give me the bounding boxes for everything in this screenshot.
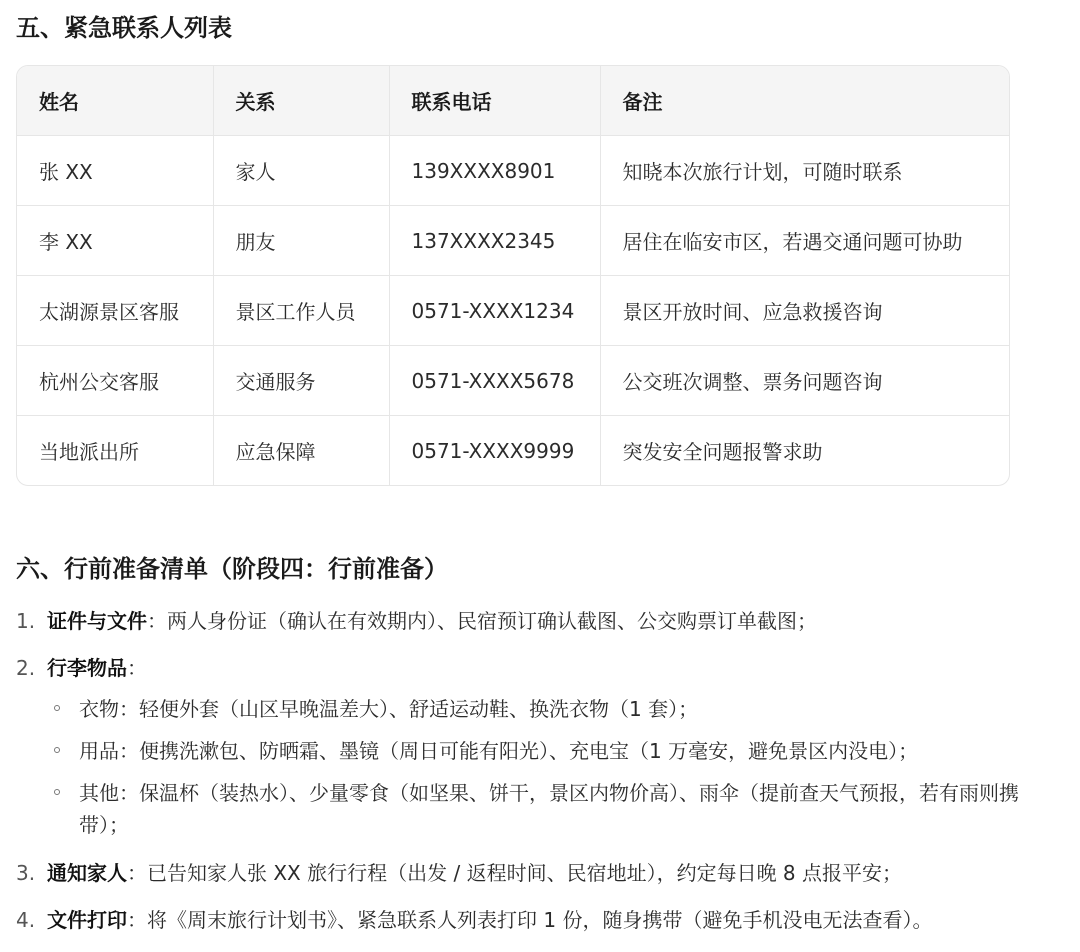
list-item-number: 2.	[16, 656, 36, 680]
list-item-label: 文件打印	[47, 908, 127, 932]
contacts-table	[17, 66, 1009, 485]
cell-phone: 0571-XXXX9999	[389, 416, 600, 486]
table-row	[17, 416, 1009, 486]
list-item-label: 通知家人	[47, 861, 127, 885]
table-row	[17, 276, 1009, 346]
hollow-bullet-icon	[54, 705, 60, 711]
cell-note: 景区开放时间、应急救援咨询	[600, 276, 1009, 346]
sub-list-item	[47, 777, 1066, 841]
prep-section-title: 六、行前准备清单（阶段四：行前准备）	[16, 555, 448, 583]
cell-relation: 应急保障	[213, 416, 389, 486]
cell-note: 突发安全问题报警求助	[622, 440, 823, 464]
list-item-text: ：已告知家人张 XX 旅行行程（出发 / 返程时间、民宿地址），约定每日晚 8 点报平安；	[127, 861, 903, 885]
list-item	[16, 606, 1066, 636]
cell-relation: 景区工作人员	[213, 276, 389, 346]
hollow-bullet-icon	[54, 747, 60, 753]
cell-relation: 交通服务	[213, 346, 389, 416]
sub-list-item	[47, 693, 1066, 725]
hollow-bullet-icon	[54, 789, 60, 795]
cell-name: 李 XX	[17, 206, 213, 276]
cell-name: 张 XX	[17, 136, 213, 206]
column-header-phone: 联系电话	[389, 66, 600, 136]
table-row	[17, 206, 1009, 276]
cell-relation: 朋友	[213, 206, 389, 276]
table-row	[17, 346, 1009, 416]
list-item-number: 4.	[16, 908, 36, 932]
cell-name: 当地派出所	[17, 416, 213, 486]
cell-phone: 0571-XXXX5678	[389, 346, 600, 416]
list-item-text: ：将《周末旅行计划书》、紧急联系人列表打印 1 份，随身携带（避免手机没电无法查看）。	[127, 908, 933, 932]
prep-checklist	[16, 606, 1066, 952]
cell-phone: 137XXXX2345	[389, 206, 600, 276]
contacts-table-container	[16, 65, 1010, 486]
list-item-label: 行李物品	[47, 656, 127, 680]
list-item-number: 1.	[16, 609, 36, 633]
table-header-row	[17, 66, 1009, 136]
column-header-relation: 关系	[213, 66, 389, 136]
list-item	[16, 653, 1066, 841]
list-item	[16, 905, 1066, 935]
cell-name: 太湖源景区客服	[17, 276, 213, 346]
contacts-section-title: 五、紧急联系人列表	[16, 14, 232, 42]
cell-phone: 139XXXX8901	[389, 136, 600, 206]
column-header-name: 姓名	[17, 66, 213, 136]
cell-relation: 家人	[213, 136, 389, 206]
sub-list-item-text: 衣物：轻便外套（山区早晚温差大）、舒适运动鞋、换洗衣物（1 套）；	[79, 697, 699, 721]
cell-note: 知晓本次旅行计划，可随时联系	[600, 136, 1009, 206]
sub-list-item-text: 用品：便携洗漱包、防晒霜、墨镜（周日可能有阳光）、充电宝（1 万毫安，避免景区内没电）；	[79, 739, 919, 763]
sub-list-item-text: 其他：保温杯（装热水）、少量零食（如坚果、饼干，景区内物价高）、雨伞（提前查天气预报，若有雨则携带）；	[79, 781, 1019, 837]
table-row	[17, 136, 1009, 206]
list-item	[16, 858, 1066, 888]
sub-list-item	[47, 735, 1066, 767]
cell-name: 杭州公交客服	[17, 346, 213, 416]
column-header-note: 备注	[600, 66, 1009, 136]
list-item-number: 3.	[16, 861, 36, 885]
cell-note: 居住在临安市区，若遇交通问题可协助	[600, 206, 1009, 276]
sub-list	[47, 693, 1066, 841]
list-item-label: 证件与文件	[47, 609, 147, 633]
cell-phone: 0571-XXXX1234	[389, 276, 600, 346]
list-item-text: ：	[127, 656, 147, 680]
list-item-text: ：两人身份证（确认在有效期内）、民宿预订确认截图、公交购票订单截图；	[147, 609, 817, 633]
cell-note: 公交班次调整、票务问题咨询	[600, 346, 1009, 416]
